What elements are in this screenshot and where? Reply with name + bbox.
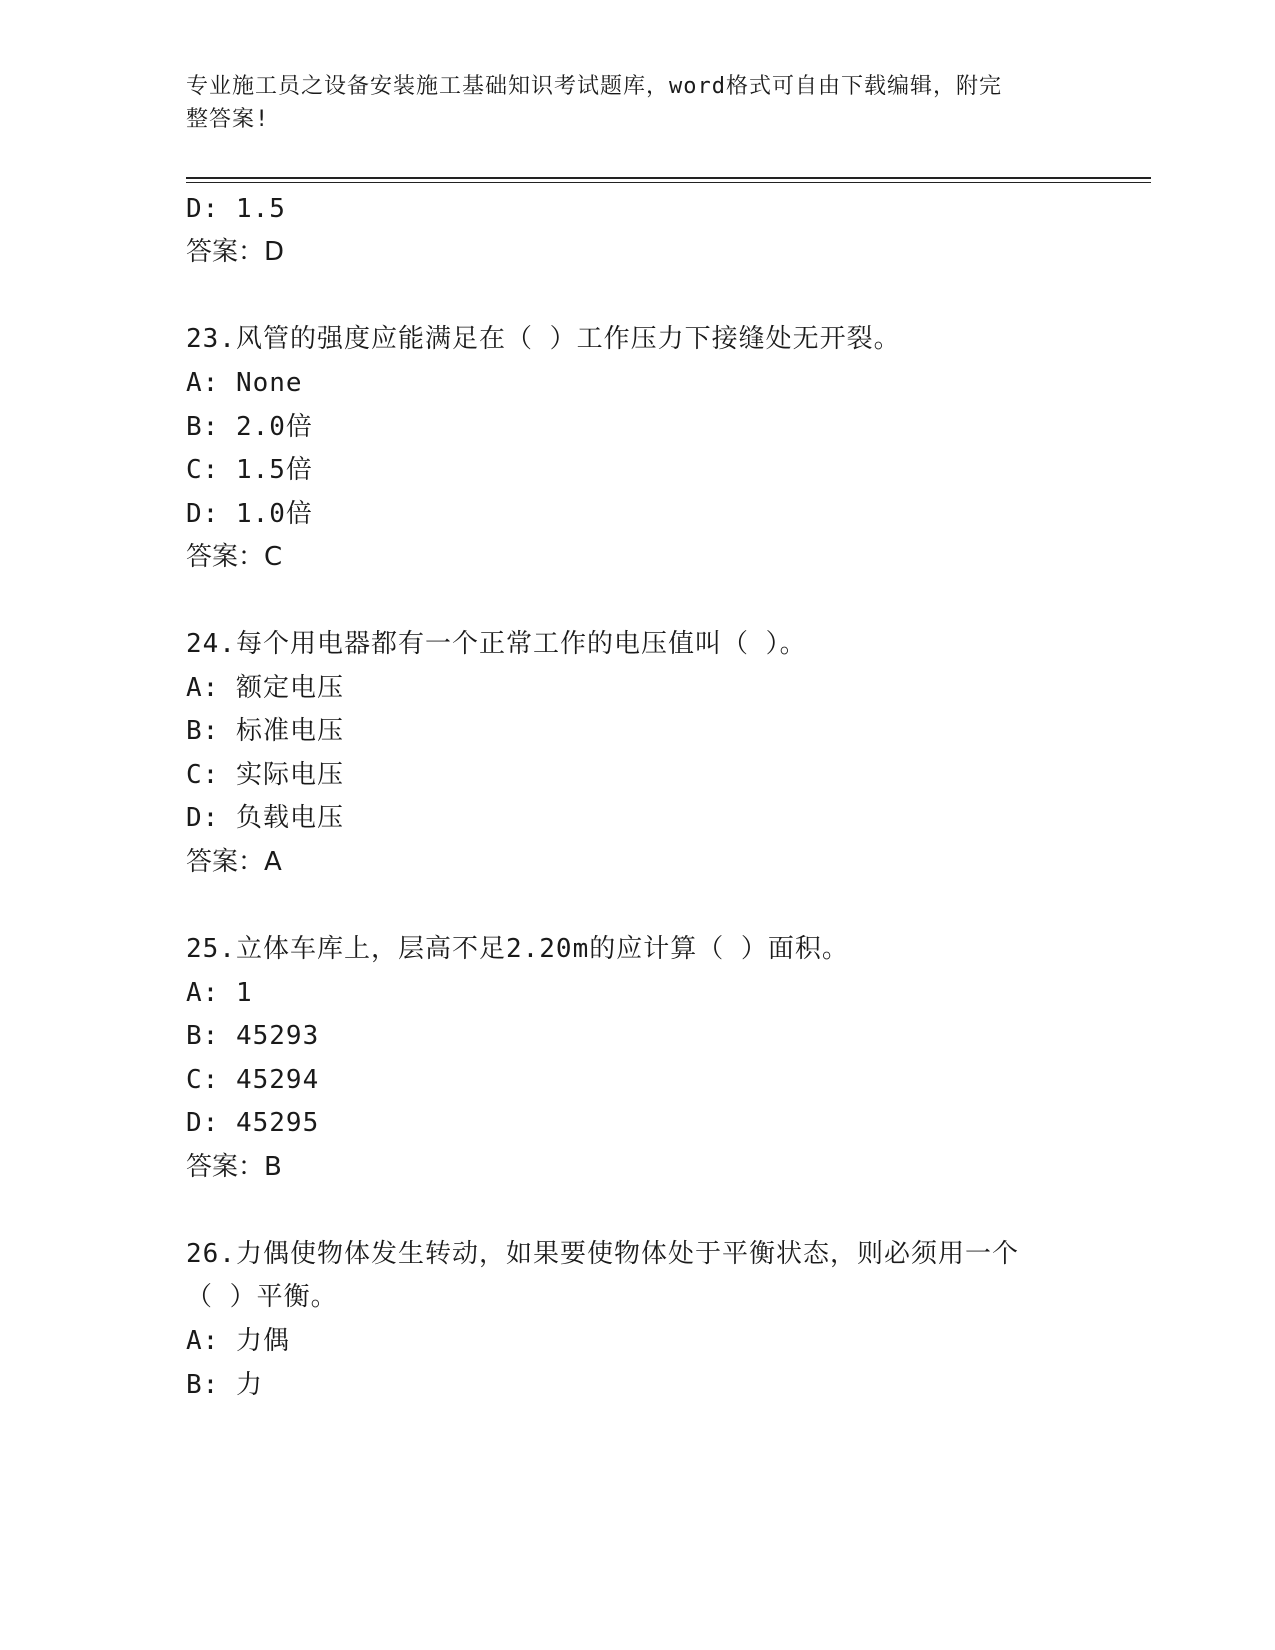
question-stem: 25.立体车库上，层高不足2.20m的应计算（ ）面积。 — [186, 934, 849, 964]
option-b: B: 2.0倍 — [186, 412, 313, 442]
answer-value: A — [264, 847, 282, 877]
option-c: C: 实际电压 — [186, 760, 344, 790]
option-b: B: 力 — [186, 1370, 263, 1400]
answer-value: B — [264, 1152, 282, 1182]
option-c: C: 1.5倍 — [186, 455, 313, 485]
answer-label: 答案： — [186, 847, 265, 877]
option-d: D: 1.5 — [186, 194, 286, 224]
option-d: D: 45295 — [186, 1108, 320, 1138]
answer-line — [186, 845, 282, 879]
header-divider — [186, 177, 1151, 179]
page-header — [186, 70, 1066, 136]
header-divider-thin — [186, 182, 1151, 183]
answer-line — [186, 235, 284, 269]
answer-line — [186, 540, 282, 574]
question-stem: 26.力偶使物体发生转动，如果要使物体处于平衡状态，则必须用一个 — [186, 1239, 1019, 1269]
question-stem: 23.风管的强度应能满足在（ ）工作压力下接缝处无开裂。 — [186, 324, 901, 354]
option-d: D: 负载电压 — [186, 803, 344, 833]
answer-value: D — [264, 237, 285, 267]
answer-label: 答案： — [186, 237, 265, 267]
answer-line — [186, 1150, 282, 1184]
header-title-line-1: 专业施工员之设备安装施工基础知识考试题库，word格式可自由下载编辑，附完 — [186, 74, 1002, 99]
option-a: A: None — [186, 368, 303, 398]
option-a: A: 1 — [186, 978, 253, 1008]
answer-value: C — [264, 542, 283, 572]
option-b: B: 标准电压 — [186, 716, 344, 746]
answer-label: 答案： — [186, 1152, 265, 1182]
option-b: B: 45293 — [186, 1021, 320, 1051]
option-c: C: 45294 — [186, 1065, 320, 1095]
option-d: D: 1.0倍 — [186, 499, 313, 529]
option-a: A: 力偶 — [186, 1326, 290, 1356]
header-title-line-2: 整答案! — [186, 107, 270, 132]
option-a: A: 额定电压 — [186, 673, 344, 703]
question-stem-continued: （ ）平衡。 — [186, 1282, 338, 1312]
question-stem: 24.每个用电器都有一个正常工作的电压值叫（ ）。 — [186, 629, 807, 659]
answer-label: 答案： — [186, 542, 265, 572]
